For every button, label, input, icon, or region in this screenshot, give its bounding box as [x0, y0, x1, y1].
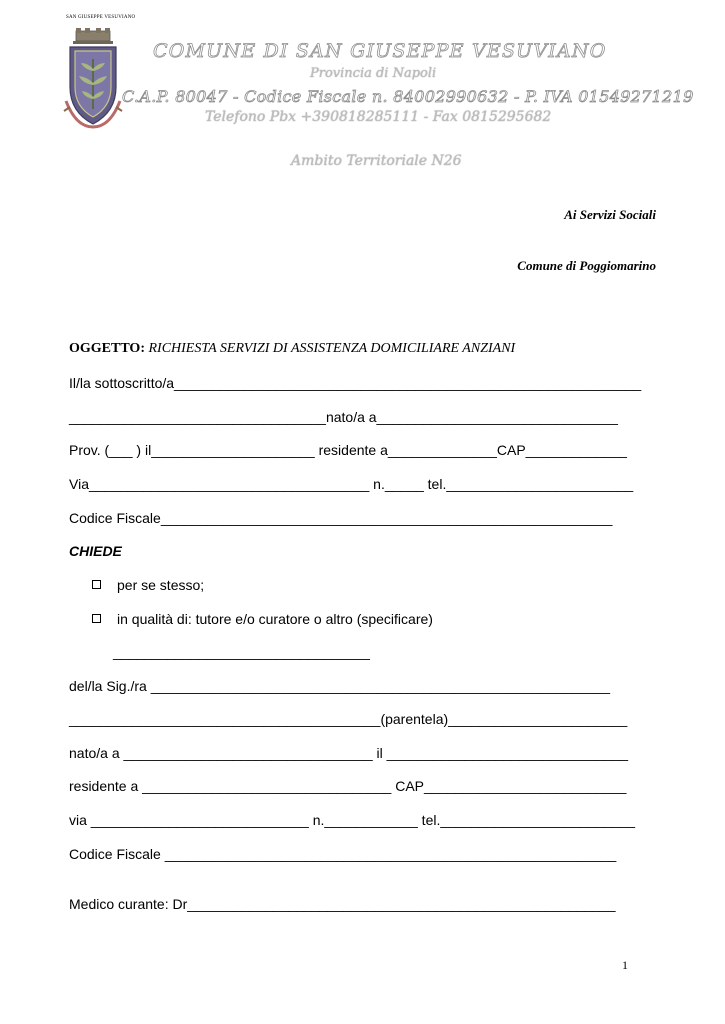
subject-label: OGGETTO: [69, 341, 145, 356]
applicant-fiscal-code-line[interactable]: Codice Fiscale__________________________________________________________ [69, 510, 613, 526]
beneficiary-residence-line[interactable]: residente a ________________________________ CAP__________________________ [69, 778, 627, 794]
doctor-line[interactable]: Medico curante: Dr_______________________________________________________ [69, 896, 616, 912]
subject-line [69, 341, 515, 357]
checkbox-icon[interactable] [92, 614, 101, 623]
option-specify-line[interactable]: _________________________________ [113, 644, 370, 660]
subject-text: RICHIESTA SERVIZI DI ASSISTENZA DOMICILIARE ANZIANI [148, 341, 516, 356]
applicant-address-line[interactable]: Via____________________________________ n._____ tel.________________________ [69, 476, 634, 492]
beneficiary-birth-line[interactable]: nato/a a ________________________________ il _______________________________ [69, 745, 629, 761]
checkbox-icon[interactable] [92, 580, 101, 589]
phone-fax-line: Telefono Pbx +390818285111 - Fax 0815295682 [205, 109, 552, 125]
province-line: Provincia di Napoli [310, 66, 437, 81]
option-self-label: per se stesso; [117, 577, 205, 593]
district-line: Ambito Territoriale N26 [291, 153, 462, 169]
beneficiary-name-line[interactable]: del/la Sig./ra ___________________________________________________________ [69, 678, 611, 694]
crest-caption: SAN GIUSEPPE VESUVIANO [66, 15, 136, 20]
recipient-line-1: Ai Servizi Sociali [564, 207, 656, 222]
applicant-residence-line[interactable]: Prov. (___ ) il_____________________ residente a______________CAP_____________ [69, 442, 627, 458]
option-guardian[interactable] [92, 611, 433, 627]
beneficiary-fiscal-code-line[interactable]: Codice Fiscale __________________________________________________________ [69, 846, 617, 862]
fiscal-info-line: C.A.P. 80047 - Codice Fiscale n. 84002990632 - P. IVA 01549271219 [122, 87, 694, 106]
beneficiary-address-line[interactable]: via ____________________________ n.____________ tel._________________________ [69, 812, 636, 828]
page-number: 1 [622, 958, 628, 972]
municipal-crest-icon [58, 27, 128, 132]
municipality-name: COMUNE DI SAN GIUSEPPE VESUVIANO [153, 40, 607, 62]
request-heading: CHIEDE [69, 543, 122, 559]
option-guardian-label: in qualità di: tutore e/o curatore o altro (specificare) [117, 611, 433, 627]
applicant-name-line[interactable]: Il/la sottoscritto/a____________________________________________________________ [69, 375, 642, 391]
recipient-line-2: Comune di Poggiomarino [517, 258, 656, 273]
applicant-birth-line[interactable]: _________________________________nato/a a_______________________________ [69, 409, 618, 425]
beneficiary-relation-line[interactable]: ________________________________________(parentela)_______________________ [69, 711, 628, 727]
option-self[interactable] [92, 577, 204, 593]
